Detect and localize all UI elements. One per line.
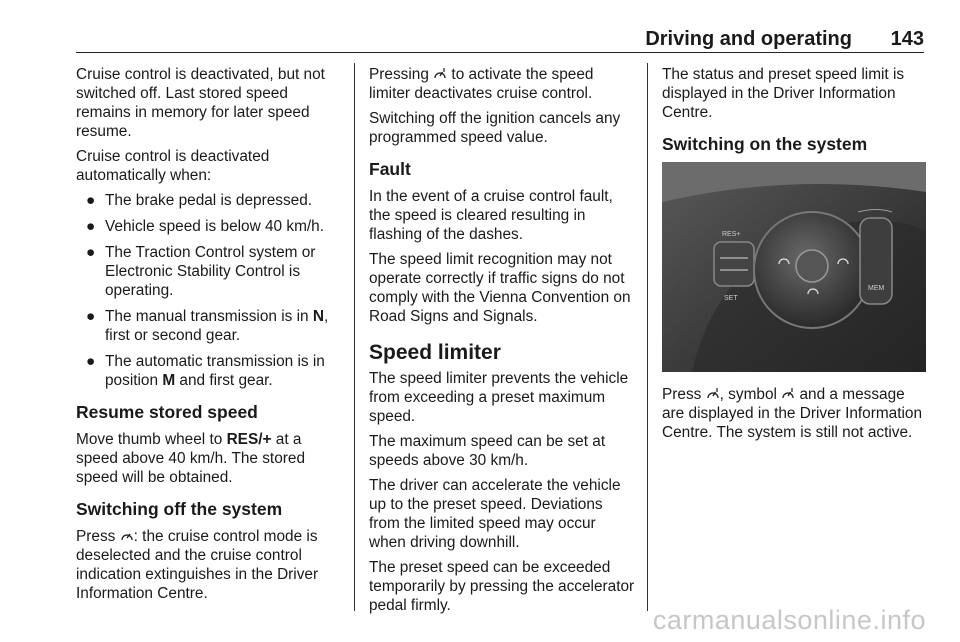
- bullet-list: [76, 191, 346, 390]
- paragraph: The speed limiter prevents the vehicle from exceeding a preset maximum speed.: [369, 370, 629, 425]
- paragraph: Press , symbol and a message are displayed in the Driver Information Centre. The system is still not active.: [662, 386, 923, 441]
- paragraph: Move thumb wheel to RES/+ at a speed above 40 km/h. The stored speed will be obtained.: [76, 431, 306, 486]
- paragraph: The driver can accelerate the vehicle up to the preset speed. Deviations from the limited speed may occur when driving downhill.: [369, 477, 621, 551]
- heading-fault: Fault: [369, 159, 411, 179]
- heading-speed-limiter: Speed limiter: [369, 341, 501, 364]
- res-label: RES+: [722, 231, 741, 238]
- paragraph: The speed limit recognition may not operate correctly if traffic signs do not comply with the Vienna Convention on Road Signs and Signals.: [369, 251, 631, 325]
- paragraph: The preset speed can be exceeded temporarily by pressing the accelerator pedal firmly.: [369, 559, 635, 614]
- list-item: ● The brake pedal is depressed.: [86, 192, 313, 209]
- paragraph: Switching off the ignition cancels any programmed speed value.: [369, 110, 621, 146]
- list-item: ● The automatic transmission is in position M and first gear.: [86, 353, 325, 389]
- page-header: [76, 28, 924, 53]
- paragraph: In the event of a cruise control fault, the speed is cleared resulting in flashing of the dashes.: [369, 188, 613, 243]
- cruise-control-icon: [120, 530, 134, 542]
- steering-wheel-controls-photo: [662, 162, 926, 372]
- column-divider-1: [354, 63, 355, 611]
- watermark: carmanualsonline.info: [652, 605, 926, 635]
- column-2: [369, 65, 635, 621]
- paragraph: The status and preset speed limit is displayed in the Driver Information Centre.: [662, 66, 905, 121]
- speed-limiter-icon: [433, 67, 447, 80]
- column-1: [76, 65, 346, 609]
- list-item: ● The manual transmission is in N, first or second gear.: [86, 308, 329, 344]
- speed-limiter-icon: [706, 387, 720, 400]
- paragraph: The maximum speed can be set at speeds above 30 km/h.: [369, 433, 606, 469]
- column-3: [662, 65, 926, 448]
- list-item: ● Vehicle speed is below 40 km/h.: [86, 218, 325, 235]
- speed-limiter-icon: [781, 387, 795, 400]
- paragraph: Pressing to activate the speed limiter deactivates cruise control.: [369, 66, 594, 102]
- column-divider-2: [647, 63, 648, 611]
- paragraph: Cruise control is deactivated, but not switched off. Last stored speed remains in memory for later speed resume.: [76, 66, 325, 140]
- mem-label: MEM: [868, 285, 885, 292]
- heading-resume-stored-speed: Resume stored speed: [76, 402, 258, 422]
- list-item: ● The Traction Control system or Electronic Stability Control is operating.: [86, 244, 316, 299]
- heading-switching-on: Switching on the system: [662, 134, 868, 154]
- paragraph: Cruise control is deactivated automatically when:: [76, 148, 270, 184]
- set-label: SET: [724, 295, 738, 302]
- heading-switching-off: Switching off the system: [76, 499, 283, 519]
- section-title: Driving and operating: [645, 28, 852, 50]
- page-number: 143: [890, 28, 924, 50]
- paragraph: Press : the cruise control mode is deselected and the cruise control indication extinguishes in the Driver Information Centre.: [76, 528, 319, 602]
